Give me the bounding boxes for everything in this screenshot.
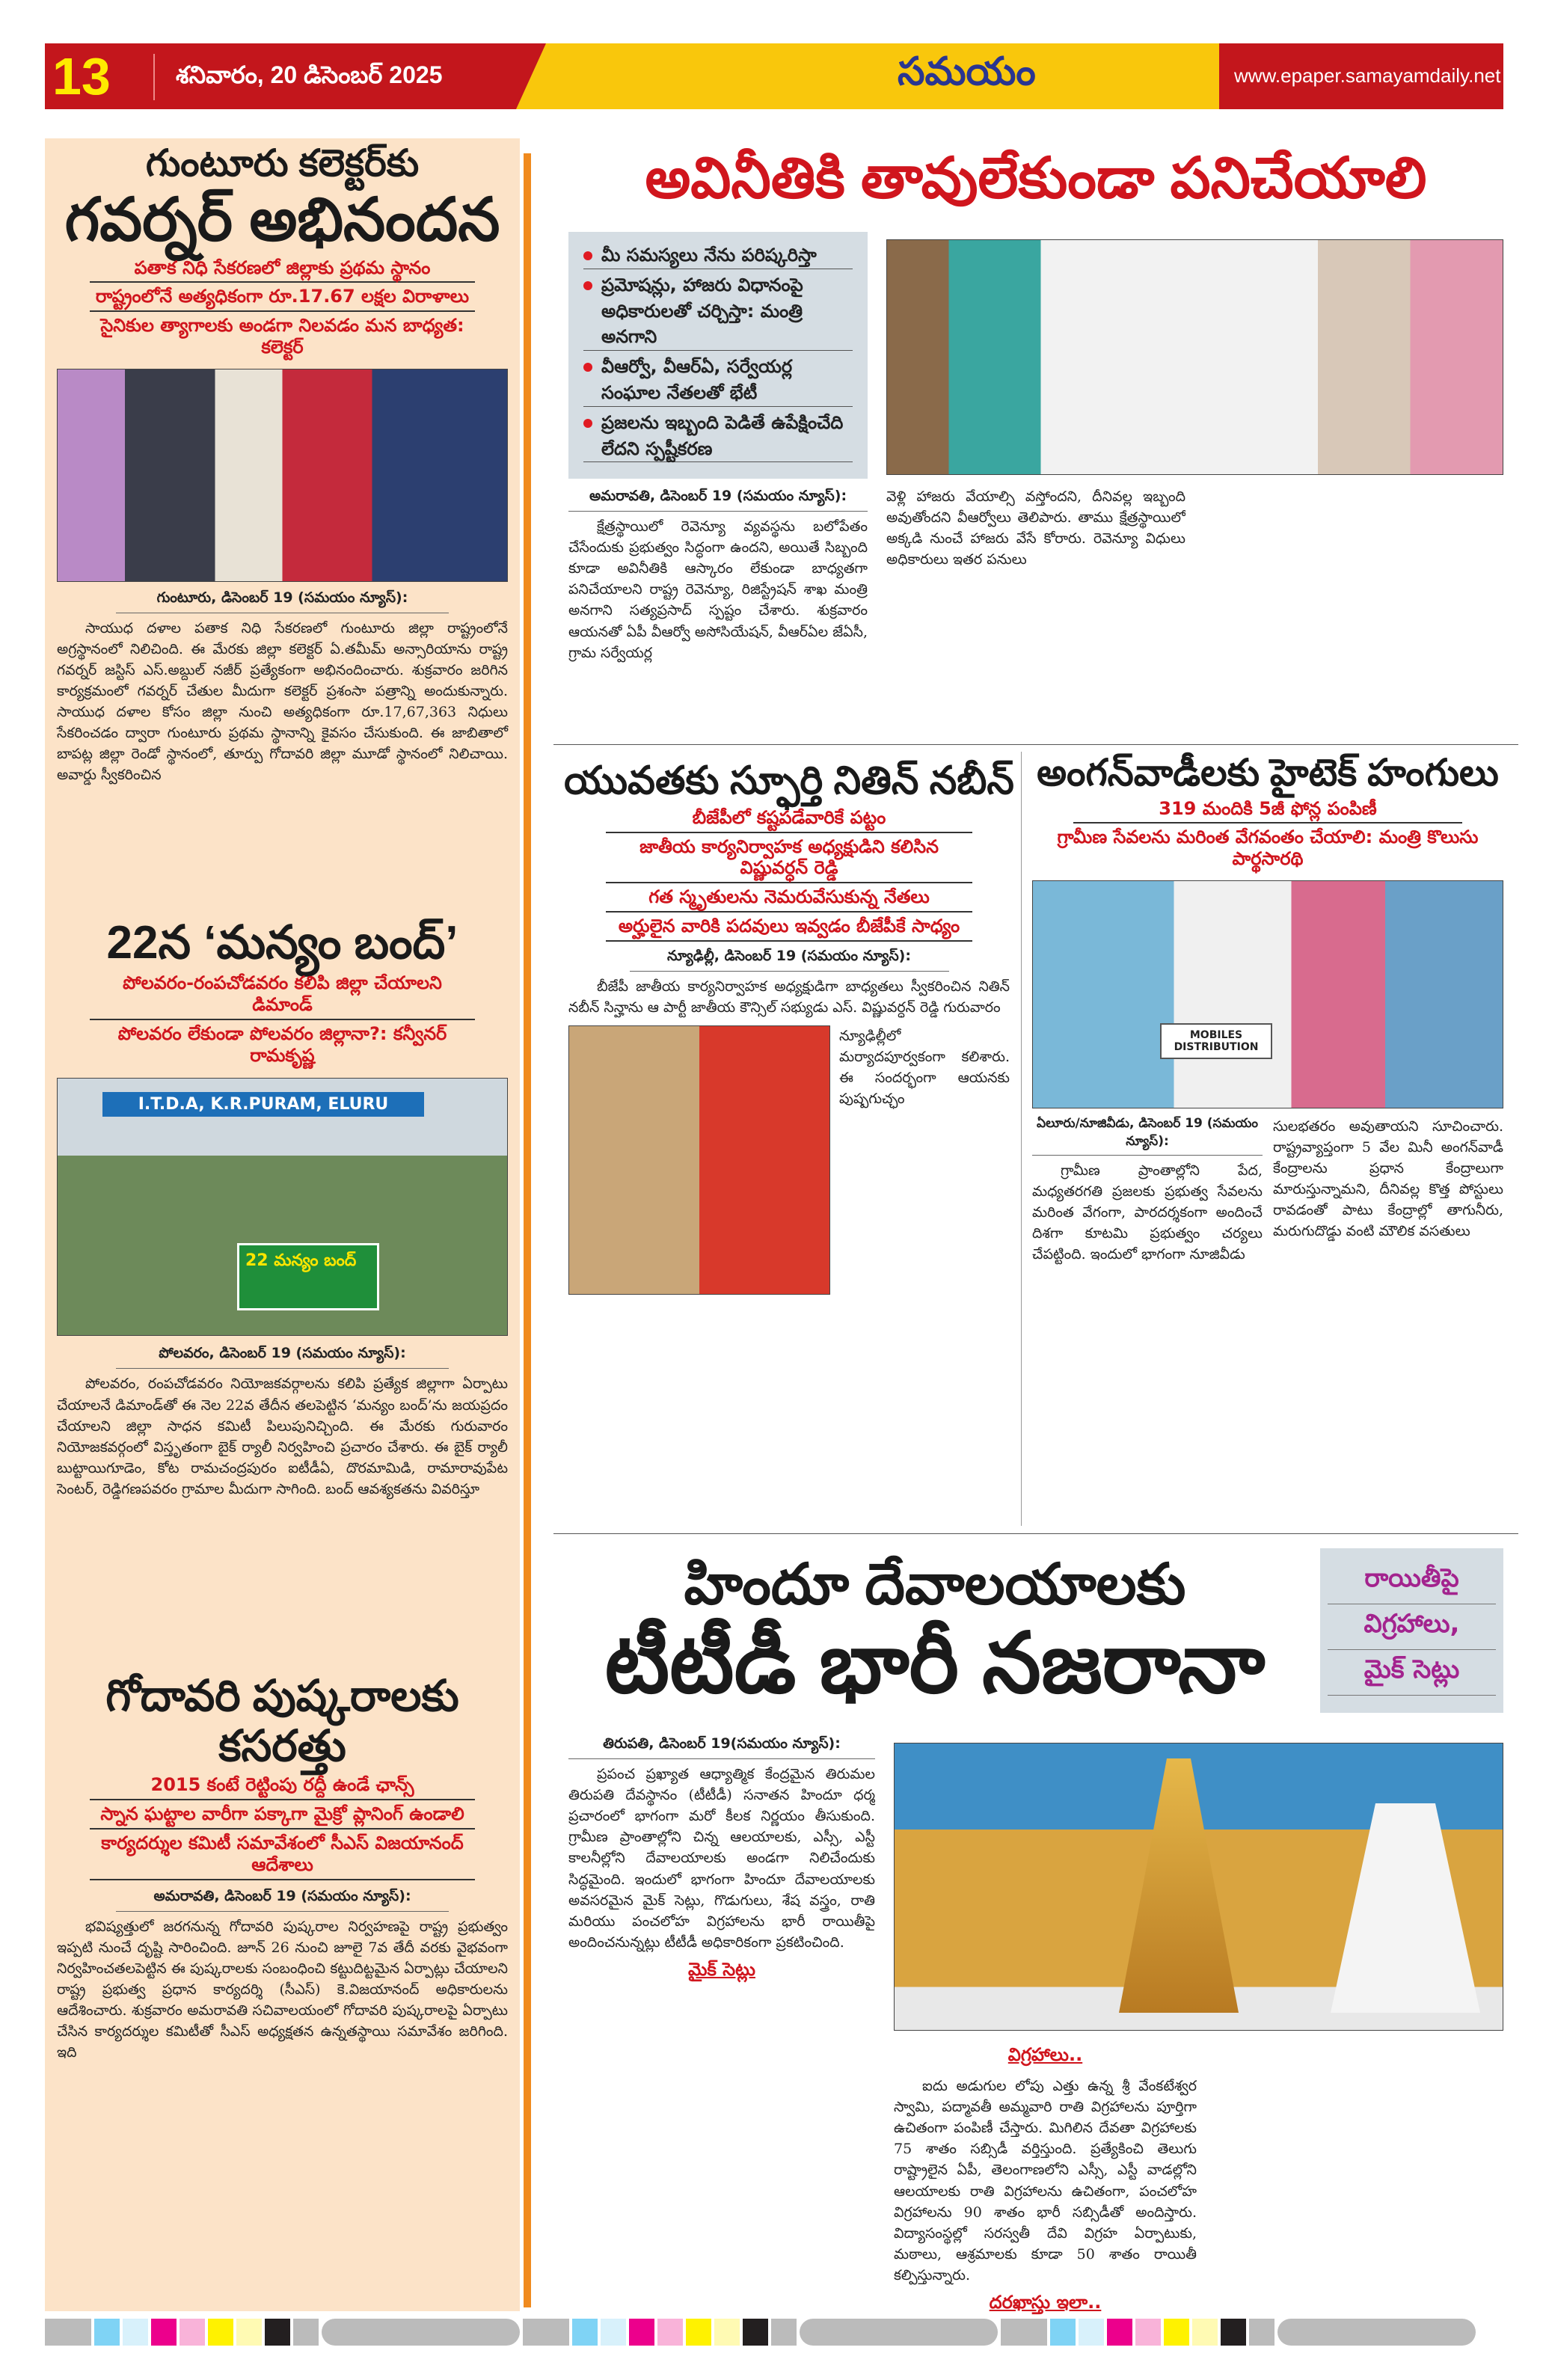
article-headline[interactable]: అంగన్‌వాడీలకు హైటెక్ హంగులు bbox=[1037, 752, 1499, 794]
header-divider bbox=[153, 54, 155, 100]
subheadline: గత స్మృతులను నెమరువేసుకున్న నేతలు bbox=[606, 883, 972, 913]
article-headline[interactable]: గవర్నర్ అభినందన bbox=[64, 185, 500, 253]
bullet-icon bbox=[583, 251, 592, 260]
page-number: 13 bbox=[52, 47, 111, 105]
article-body: భవిష్యత్తులో జరగనున్న గోదావరి పుష్కరాల నిర్వహణపై రాష్ట్ర ప్రభుత్వం ఇప్పటి నుంచే దృష్టి సారించింది. జూన్ 26 నుంచి జూలై 7వ తేదీ వరకు వైభవంగా నిర్వహించతలపెట్టిన ఈ పుష్కరాలకు సంబంధించి కట్టుదిట్టమైన ఏర్పాట్లు చేయాలని రాష్ట్ర ప్రభుత్వ ప్రధాన కార్యదర్శి (సీఎస్) కె.విజయానంద్ అధికారులను ఆదేశించారు. శుక్రవారం అమరావతి సచివాలయంలో గోదావరి పుష్కరాలపై ఏర్పాటు చేసిన కార్యదర్శుల కమిటీతో సీఎస్ అధ్యక్షతన ఉన్నతస్థాయి సమావేశం జరిగింది. ఇది bbox=[57, 1918, 508, 2061]
dateline: పోలవరం, డిసెంబర్ 19 (సమయం న్యూస్): bbox=[116, 1345, 449, 1369]
article-headline[interactable]: గోదావరి పుష్కరాలకు కసరత్తు bbox=[105, 1672, 459, 1770]
dateline: అమరావతి, డిసెంబర్ 19 (సమయం న్యూస్): bbox=[568, 488, 868, 512]
tirumala-temple-photo bbox=[894, 1743, 1503, 2031]
article-body-col2: సులభతరం అవుతాయని సూచించారు. రాష్ట్రవ్యాప్తంగా 5 వేల మినీ అంగన్‌వాడీ కేంద్రాలను ప్రధాన కేంద్రాలుగా మారుస్తున్నామని, దీనివల్ల కొత్త పోస్టులు రావడంతో పాటు కేంద్రాల్లో తాగునీరు, మరుగుదొడ్డు వంటి మౌలిక వసతులు bbox=[1273, 1117, 1503, 1240]
highlight-item: మీ సమస్యలు నేను పరిష్కరిస్తా bbox=[583, 242, 853, 269]
bullet-icon bbox=[583, 363, 592, 372]
column-divider bbox=[524, 153, 531, 2307]
dateline: ఏలూరు/నూజివీడు, డిసెంబర్ 19 (సమయం న్యూస్): bbox=[1032, 1116, 1263, 1156]
epaper-url[interactable]: www.epaper.samayamdaily.net bbox=[1234, 64, 1501, 87]
ttd-sidebar-box bbox=[1320, 1548, 1503, 1713]
bouquet-handover-photo bbox=[568, 1025, 830, 1295]
section-divider bbox=[553, 744, 1518, 745]
subheading-mic-sets: మైక్ సెట్లు bbox=[688, 1958, 755, 1980]
subheadline: అర్హులైన వారికి పదవులు ఇవ్వడం బీజేపీకే సాధ్యం bbox=[606, 913, 972, 942]
bandh-placard: 22 మన్యం బంద్ bbox=[237, 1243, 379, 1310]
article-kicker: గుంటూరు కలెక్టర్‌కు bbox=[145, 142, 420, 184]
subheadline: సైనికుల త్యాగాలకు అండగా నిలవడం మన బాధ్యత: కలెక్టర్ bbox=[100, 315, 464, 358]
subheadline: పతాక నిధి సేకరణలో జిల్లాకు ప్రథమ స్థానం bbox=[90, 254, 475, 283]
subheadline: కార్యదర్శుల కమిటీ సమావేశంలో సీఎస్ విజయానంద్ ఆదేశాలు bbox=[90, 1830, 475, 1880]
dateline: న్యూఢిల్లీ, డిసెంబర్ 19 (సమయం న్యూస్): bbox=[630, 948, 949, 972]
bullet-icon bbox=[583, 281, 592, 290]
color-registration-strip bbox=[45, 2319, 1488, 2346]
subheadline: స్నాన ఘట్టాల వారీగా పక్కాగా మైక్రో ప్లానింగ్ ఉండాలి bbox=[90, 1800, 475, 1830]
bullet-icon bbox=[583, 419, 592, 428]
minister-meeting-photo bbox=[886, 239, 1503, 475]
subheadline: రాష్ట్రంలోనే అత్యధికంగా రూ.17.67 లక్షల విరాళాలు bbox=[90, 283, 475, 312]
governor-felicitation-photo bbox=[57, 369, 508, 582]
section-divider bbox=[553, 1533, 1518, 1534]
highlight-item: వీఆర్వో, వీఆర్ఏ, సర్వేయర్ల సంఘాల నేతలతో భేటీ bbox=[583, 354, 853, 407]
subheadline: పోలవరం లేకుండా పోలవరం జిల్లానా?: కన్వీనర్ రామకృష్ణ bbox=[117, 1022, 447, 1066]
phone-distribution-photo bbox=[1032, 880, 1503, 1108]
article-body-col1: క్షేత్రస్థాయిలో రెవెన్యూ వ్యవస్థను బలోపేతం చేసేందుకు ప్రభుత్వం సిద్ధంగా ఉందని, అయితే సిబ్బంది కూడా అవినీతికి ఆస్కారం లేకుండా బాధ్యతగా పనిచేయాలని రాష్ట్ర రెవెన్యూ, రిజిస్ట్రేషన్ శాఖ మంత్రి అనగాని సత్యప్రసాద్ స్పష్టం చేశారు. శుక్రవారం ఆయనతో ఏపీ వీఆర్వో అసోసియేషన్, వీఆర్ఏల జేఏసీ, గ్రామ సర్వేయర్ల bbox=[568, 518, 868, 661]
article-headline[interactable]: యువతకు స్ఫూర్తి నితిన్ నబీన్ bbox=[564, 759, 1014, 803]
article-body: బీజేపీ జాతీయ కార్యనిర్వాహక అధ్యక్షుడిగా బాధ్యతలు స్వీకరించిన నితిన్ నబీన్ సిన్హాను ఆ పార్టీ జాతీయ కౌన్సిల్ సభ్యుడు ఎస్. విష్ణువర్ధన్ రెడ్డి గురువారం bbox=[568, 978, 1010, 1016]
subheadline: బీజేపీలో కష్టపడేవారికే పట్టం bbox=[606, 804, 972, 833]
nitin-nabin-article bbox=[561, 759, 1017, 1302]
itda-banner: I.T.D.A, K.R.PURAM, ELURU bbox=[102, 1092, 424, 1117]
highlight-item: ప్రజలను ఇబ్బంది పెడితే ఉపేక్షించేది లేదని స్పష్టీకరణ bbox=[583, 410, 853, 463]
ttd-article-col2 bbox=[894, 2038, 1197, 2323]
column-rule bbox=[1021, 752, 1022, 1526]
sidebar-line: విగ్రహాలు, bbox=[1328, 1604, 1496, 1650]
godavari-pushkaralu-article bbox=[45, 1672, 520, 2380]
ttd-headline[interactable]: టీటీడీ భారీ నజరానా bbox=[604, 1616, 1266, 1710]
guntur-article bbox=[45, 142, 520, 924]
subheadline: 319 మందికి 5జీ ఫోన్ల పంపిణీ bbox=[1073, 795, 1462, 824]
anganwadi-article bbox=[1028, 752, 1507, 1549]
manyam-bandh-article bbox=[45, 916, 520, 1710]
highlights-box bbox=[568, 232, 868, 479]
dateline: తిరుపతి, డిసెంబర్ 19(సమయం న్యూస్): bbox=[568, 1735, 875, 1759]
sidebar-line: మైక్ సెట్లు bbox=[1328, 1650, 1496, 1696]
subheadline: జాతీయ కార్యనిర్వాహక అధ్యక్షుడిని కలిసిన విష్ణువర్ధన్ రెడ్డి bbox=[606, 833, 972, 884]
dateline: అమరావతి, డిసెంబర్ 19 (సమయం న్యూస్): bbox=[116, 1888, 449, 1912]
article-body-col2: వెళ్లి హాజరు వేయాల్సి వస్తోందని, దీనివల్ల ఇబ్బంది అవుతోందని వీఆర్వోలు తెలిపారు. తాము క్షేత్రస్థాయిలో అక్కడి నుంచే హాజరు వేసే కోరారు. రెవెన్యూ విధులు అధికారులు ఇతర పనులు bbox=[886, 488, 1185, 568]
article-body-col1: గ్రామీణ ప్రాంతాల్లోని పేద, మధ్యతరగతి ప్రజలకు ప్రభుత్వ సేవలను మరింత వేగంగా, పారదర్శకంగా అందించే దిశగా కూటమి ప్రభుత్వం చర్యలు చేపట్టింది. ఇందులో భాగంగా నూజివీడు bbox=[1032, 1162, 1263, 1263]
lead-headline[interactable]: అవినీతికి తావులేకుండా పనిచేయాలి bbox=[645, 147, 1427, 210]
header-yellow-band bbox=[516, 43, 1219, 109]
issue-date: శనివారం, 20 డిసెంబర్ 2025 bbox=[176, 61, 443, 88]
article-body: ఐదు అడుగుల లోపు ఎత్తు ఉన్న శ్రీ వేంకటేశ్వర స్వామి, పద్మావతీ అమ్మవారి రాతి విగ్రహాలను పూర్తిగా ఉచితంగా పంపిణీ చేస్తారు. మిగిలిన దేవతా విగ్రహాలకు 75 శాతం సబ్సిడీ వర్తిస్తుంది. ప్రత్యేకించి తెలుగు రాష్ట్రాలైన ఏపీ, తెలంగాణలోని ఎస్సీ, ఎస్టీ వాడల్లోని ఆలయాలకు రాతి విగ్రహాలను ఉచితంగా, పంచలోహ విగ్రహాలను 90 శాతం భారీ సబ్సిడీతో అందిస్తారు. విద్యాసంస్థల్లో సరస్వతీ దేవి విగ్రహ ఏర్పాటుకు, మఠాలు, ఆశ్రమాలకు కూడా 50 శాతం రాయితీ కల్పిస్తున్నారు. bbox=[894, 2078, 1197, 2284]
white-gopuram-icon bbox=[1331, 1803, 1480, 2013]
subheadline: గ్రామీణ సేవలను మరింత వేగవంతం చేయాలి: మంత్రి కొలుసు పార్థసారథి bbox=[1057, 826, 1479, 870]
masthead-logo: సమయం bbox=[898, 50, 1036, 93]
article-body: పోలవరం, రంపచోడవరం నియోజకవర్గాలను కలిపి ప్రత్యేక జిల్లాగా ఏర్పాటు చేయాలనే డిమాండ్‌తో ఈ నెల 22వ తేదీన తలపెట్టిన ‘మన్యం బంద్’ను జయప్రదం చేయాలని జిల్లా సాధన కమిటీ పిలుపునిచ్చింది. ఈ మేరకు గురువారం నియోజకవర్గంలో విస్తృతంగా బైక్ ర్యాలీ నిర్వహించి ప్రచారం చేశారు. ఈ బైక్ ర్యాలీ బుట్టాయిగూడెం, కోట రామచంద్రపురం ఐటీడీఏ, దొరమామిడి, రామారావుపేట సెంటర్, రెడ్డిగణపవరం గ్రామాల మీదుగా సాగింది. బంద్ ఆవశ్యకతను వివరిస్తూ bbox=[57, 1375, 508, 1498]
subheadline: పోలవరం-రంపచోడవరం కలిపి జిల్లా చేయాలని డిమాండ్ bbox=[90, 969, 475, 1020]
sidebar-line: రాయితీపై bbox=[1328, 1559, 1496, 1604]
temple-gopuram-icon bbox=[1119, 1758, 1239, 2013]
ttd-article-col1 bbox=[568, 1735, 875, 1990]
ttd-kicker: హిందూ దేవాలయాలకు bbox=[684, 1553, 1186, 1616]
article-body: ప్రపంచ ప్రఖ్యాత ఆధ్యాత్మిక కేంద్రమైన తిరుమల తిరుపతి దేవస్థానం (టీటీడీ) సనాతన హిందూ ధర్మ ప్రచారంలో భాగంగా మరో కీలక నిర్ణయం తీసుకుంది. గ్రామీణ ప్రాంతాల్లోని చిన్న ఆలయాలకు, ఎస్సీ, ఎస్టీ కాలనీల్లోని దేవాలయాలకు అండగా నిలిచేందుకు సిద్ధమైంది. ఇందులో భాగంగా హిందూ దేవాలయాలకు అవసరమైన మైక్ సెట్లు, గొడుగులు, శేష వస్త్రం, రాతి మరియు పంచలోహ విగ్రహాలను భారీ రాయితీపై అందించనున్నట్లు టీటీడీ అధికారికంగా ప్రకటించింది. bbox=[568, 1766, 875, 1951]
subheadline: 2015 కంటే రెట్టింపు రద్దీ ఉండే ఛాన్స్ bbox=[90, 1771, 475, 1800]
distribution-placard: MOBILES DISTRIBUTION bbox=[1160, 1023, 1272, 1059]
bike-rally-photo bbox=[57, 1078, 508, 1336]
subheading-idols: విగ్రహాలు.. bbox=[1007, 2044, 1083, 2065]
subheading-apply: దరఖాస్తు ఇలా.. bbox=[989, 2292, 1102, 2313]
highlight-item: ప్రమోషన్లు, హాజరు విధానంపై అధికారులతో చర్చిస్తా: మంత్రి అనగాని bbox=[583, 272, 853, 351]
article-body-side: న్యూఢిల్లీలో మర్యాదపూర్వకంగా కలిశారు. ఈ సందర్భంగా ఆయనకు పుష్పగుచ్ఛం bbox=[839, 1028, 1010, 1108]
article-headline[interactable]: 22న ‘మన్యం బంద్’ bbox=[106, 917, 458, 969]
article-body: సాయుధ దళాల పతాక నిధి సేకరణలో గుంటూరు జిల్లా రాష్ట్రంలోనే అగ్రస్థానంలో నిలిచింది. ఈ మేరకు జిల్లా కలెక్టర్ ఏ.తమీమ్ అన్సారియాను రాష్ట్ర గవర్నర్ జస్టిస్ ఎస్.అబ్దుల్ నజీర్ ప్రత్యేకంగా అభినందించారు. శుక్రవారం జరిగిన కార్యక్రమంలో గవర్నర్ చేతుల మీదుగా కలెక్టర్ ప్రశంసా పత్రాన్ని అందుకున్నారు. సాయుధ దళాల కోసం జిల్లా నుంచి అత్యధికంగా రూ.17,67,363 నిధులు సేకరించడం ద్వారా గుంటూరు ప్రథమ స్థానాన్ని కైవసం చేసుకుంది. ఈ జాబితాలో బాపట్ల జిల్లా రెండో స్థానంలో, తూర్పు గోదావరి జిల్లా మూడో స్థానంలో నిలిచాయి. అవార్డు స్వీకరించిన bbox=[57, 619, 508, 784]
dateline: గుంటూరు, డిసెంబర్ 19 (సమయం న్యూస్): bbox=[116, 589, 449, 613]
